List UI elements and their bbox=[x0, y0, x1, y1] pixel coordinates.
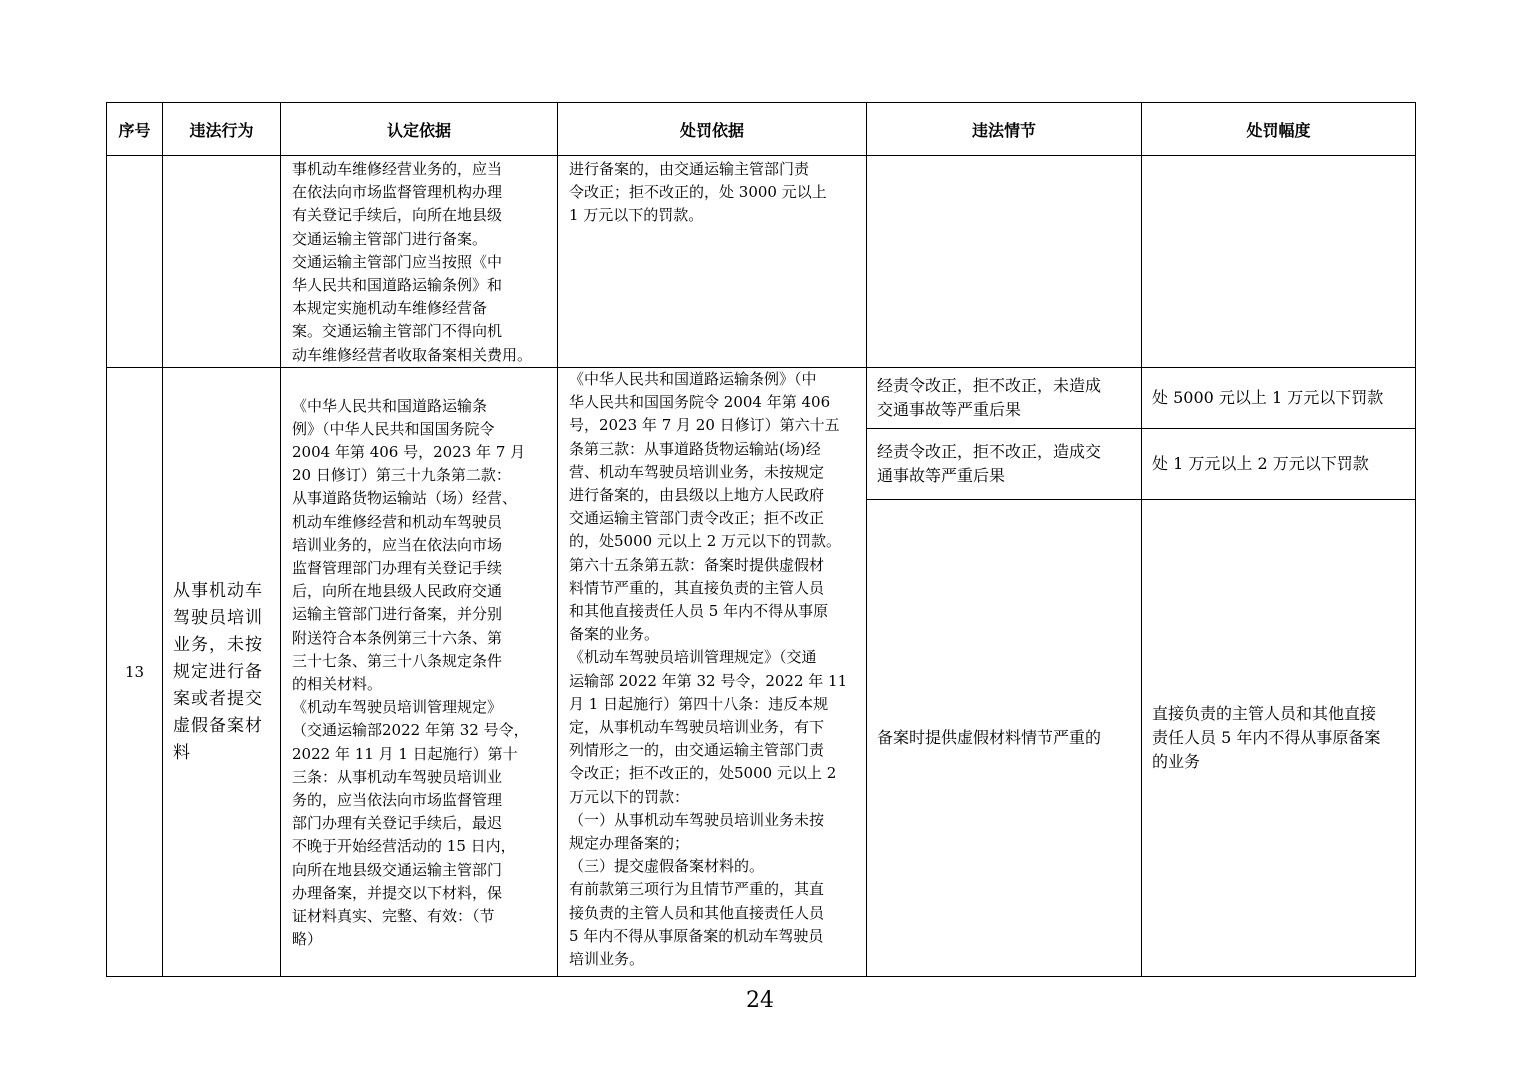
row-number: 13 bbox=[107, 368, 163, 977]
header-circumstances: 违法情节 bbox=[867, 103, 1142, 156]
continuation-circumstances bbox=[867, 156, 1142, 368]
continuation-penalty-range bbox=[1142, 156, 1416, 368]
basis-cell bbox=[281, 368, 558, 977]
penalty-cell-3 bbox=[1142, 500, 1416, 977]
circumstance-2: 经责令改正，拒不改正，造成交 通事故等严重后果 bbox=[877, 442, 1102, 485]
circumstance-3: 备案时提供虚假材料情节严重的 bbox=[877, 728, 1102, 747]
behavior-text: 从事机动车 驾驶员培训 业务，未按 规定进行备 案或者提交 虚假备案材 料 bbox=[173, 580, 263, 763]
header-number: 序号 bbox=[107, 103, 163, 156]
continuation-basis-text: 事机动车维修经营业务的，应当 在依法向市场监督管理机构办理 有关登记手续后，向所在地县级 交通运输主管部门进行备案。 交通运输主管部门应当按照《中 华人民共和国道路运输条例》和 本规定实施机动车维修经营备 案。交通运输主管部门不得向机 动车维修经营者收取备案相关费用。 bbox=[292, 160, 533, 364]
circumstance-cell-3 bbox=[867, 500, 1142, 977]
penalty-basis-cell bbox=[558, 368, 867, 977]
row-13-a bbox=[107, 368, 1416, 429]
penalty-1: 处 5000 元以上 1 万元以下罚款 bbox=[1152, 388, 1384, 407]
continuation-number bbox=[107, 156, 163, 368]
header-basis: 认定依据 bbox=[281, 103, 558, 156]
continuation-basis bbox=[281, 156, 558, 368]
behavior-cell bbox=[163, 368, 281, 977]
circumstance-cell-2 bbox=[867, 429, 1142, 500]
circumstance-cell-1 bbox=[867, 368, 1142, 429]
penalty-cell-1 bbox=[1142, 368, 1416, 429]
continuation-penalty-basis bbox=[558, 156, 867, 368]
basis-text: 《中华人民共和国道路运输条 例》（中华人民共和国国务院令 2004 年第 406 号，2023 年 7 月 20 日修订）第三十九条第二款： 从事道路货物运输站（场）经营、 机动车维修经营和机动车驾驶员 培训业务的，应当在依法向市场 监督管理部门办理有关登记手续 后，向所在地县级人民政府交通 运输主管部门进行备案，并分别 附送符合本条例第三十六条、第 三十七条、第三十八条规定条件 的相关材料。 《机动车驾驶员培训管理规定》 （交通运输部2022 年第 32 号令， 2022 年 11 月 1 日起施行）第十 三条：从事机动车驾驶员培训业 务的，应当依法向市场监督管理 部门办理有关登记手续后，最迟 不晚于开始经营活动的 15 日内， 向所在地县级交通运输主管部门 办理备案，并提交以下材料，保 证材料真实、完整、有效：（节 略） bbox=[292, 396, 529, 949]
header-penalty-basis: 处罚依据 bbox=[558, 103, 867, 156]
header-behavior: 违法行为 bbox=[163, 103, 281, 156]
page-number: 24 bbox=[746, 988, 774, 1013]
continuation-penalty-basis-text: 进行备案的，由交通运输主管部门责 令改正；拒不改正的，处 3000 元以上 1 万元以下的罚款。 bbox=[569, 160, 827, 225]
continuation-behavior bbox=[163, 156, 281, 368]
continuation-row bbox=[107, 156, 1416, 368]
penalty-cell-2 bbox=[1142, 429, 1416, 500]
header-row bbox=[107, 103, 1416, 156]
penalty-basis-text: 《中华人民共和国道路运输条例》（中 华人民共和国国务院令 2004 年第 406 号，2023 年 7 月 20 日修订）第六十五 条第三款：从事道路货物运输站(场)经 营、机动车驾驶员培训业务，未按规定 进行备案的，由县级以上地方人民政府 交通运输主管部门责令改正；拒不改正 的，处5000 元以上 2 万元以下的罚款。 第六十五条第五款：备案时提供虚假材 料情节严重的，其直接负责的主管人员 和其他直接责任人员 5 年内不得从事原 备案的业务。 《机动车驾驶员培训管理规定》（交通 运输部 2022 年第 32 号令，2022 年 11 月 1 日起施行）第四十八条：违反本规 定，从事机动车驾驶员培训业务，有下 列情形之一的，由交通运输主管部门责 令改正；拒不改正的，处5000 元以上 2 万元以下的罚款： （一）从事机动车驾驶员培训业务未按 规定办理备案的； （三）提交虚假备案材料的。 有前款第三项行为且情节严重的，其直 接负责的主管人员和其他直接责任人员 5 年内不得从事原备案的机动车驾驶员 培训业务。 bbox=[569, 370, 848, 969]
penalty-table bbox=[106, 102, 1416, 977]
penalty-3: 直接负责的主管人员和其他直接 责任人员 5 年内不得从事原备案 的业务 bbox=[1152, 704, 1381, 771]
header-penalty-range: 处罚幅度 bbox=[1142, 103, 1416, 156]
circumstance-1: 经责令改正，拒不改正，未造成 交通事故等严重后果 bbox=[877, 376, 1102, 419]
penalty-2: 处 1 万元以上 2 万元以下罚款 bbox=[1152, 454, 1369, 473]
